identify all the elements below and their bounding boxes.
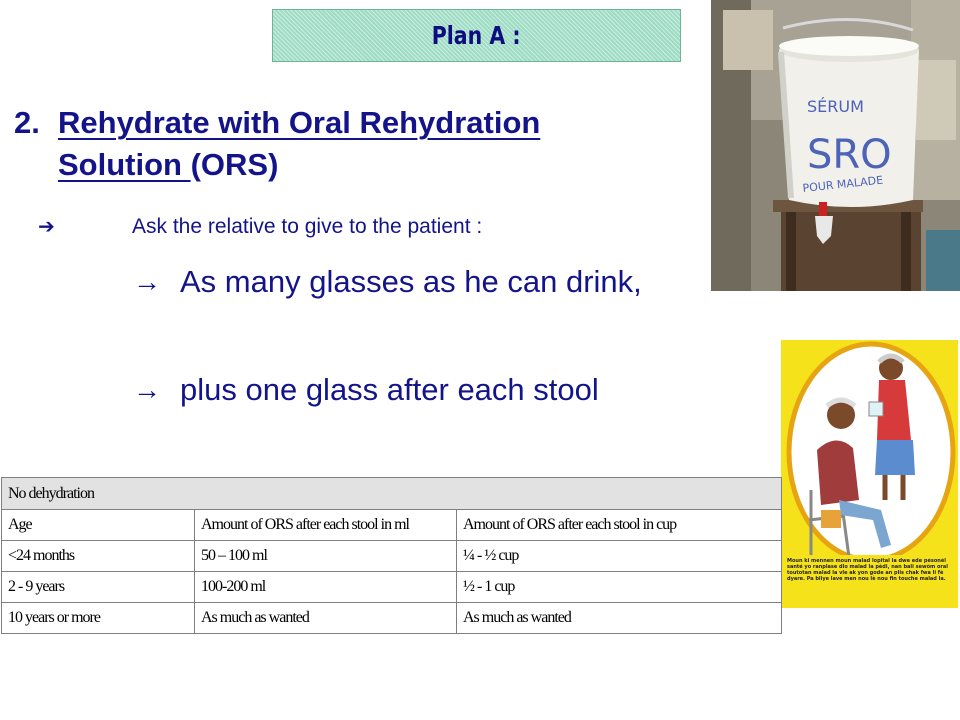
right-arrow-icon: → [133,266,161,297]
bucket-label-pour-malade: POUR MALADE [801,173,884,195]
step-title [58,102,658,186]
table-cell: 10 years or more [2,603,195,634]
right-arrow-icon: ➔ [38,216,55,238]
table-row [2,603,782,634]
step-title-underlined: Rehydrate with Oral Rehydration Solution [58,105,541,182]
table-row [2,572,782,603]
table-cell: 100-200 ml [195,572,457,603]
column-header: Amount of ORS after each stool in cup [457,510,782,541]
plan-title: Plan A : [432,21,521,50]
table-header-row [2,510,782,541]
step-title-rest: (ORS) [190,147,279,182]
table-row [2,541,782,572]
table-cell: As much as wanted [195,603,457,634]
ors-dosage-table [1,477,782,634]
ors-bucket-photo [711,0,960,291]
table-cell: As much as wanted [457,603,782,634]
step-number: 2. [14,105,40,140]
instruction-text: Ask the relative to give to the patient : [132,215,483,238]
poster-caption: Moun ki mennen moun malad lopital la dwe ede pèsonèl santé yo ranplase dlo malad la pèdi, nan bali sewòm oral toutotan malad la vle ak yon gode an plis chak fwa li fè dyare. Pa bliye lave men nou lè nou fin touche malad la. [787,558,948,582]
plan-title-banner [272,9,681,62]
ors-poster-illustration [781,340,958,608]
table-cell: 2 - 9 years [2,572,195,603]
column-header: Age [2,510,195,541]
table-cell: ¼ - ½ cup [457,541,782,572]
bucket-photo-illustration [711,0,960,291]
bullet-text: As many glasses as he can drink, [180,264,642,299]
instruction-line [38,212,698,242]
poster-illustration [781,340,958,608]
bullet-text: plus one glass after each stool [180,372,599,407]
table-title: No dehydration [2,478,782,510]
bucket-label-serum: SÉRUM [807,97,864,116]
table-cell: <24 months [2,541,195,572]
column-header: Amount of ORS after each stool in ml [195,510,457,541]
table-cell: ½ - 1 cup [457,572,782,603]
table-title-row [2,478,782,510]
right-arrow-icon: → [133,374,161,405]
bucket-label-sro: SRO [807,132,892,178]
table-cell: 50 – 100 ml [195,541,457,572]
